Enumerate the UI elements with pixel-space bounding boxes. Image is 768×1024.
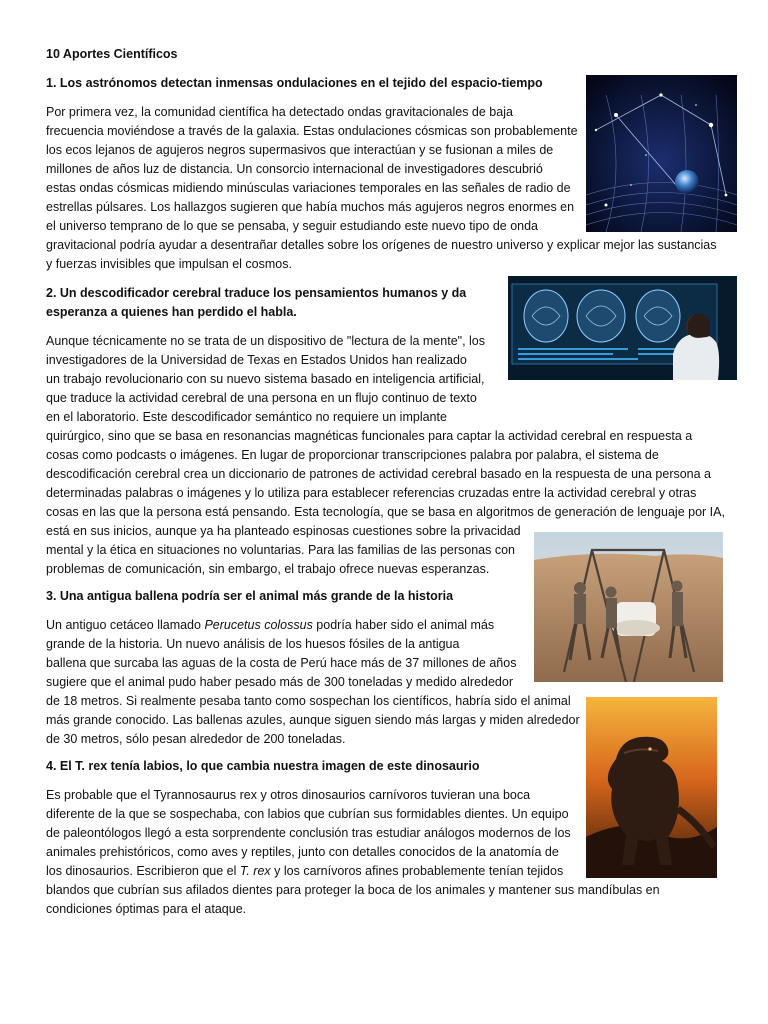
section-1-text-line: frecuencia moviéndose a través de la galaxia. Estas ondulaciones cósmicas son probablemente	[46, 124, 578, 138]
section-3-heading: 3. Una antigua ballena podría ser el animal más grande de la historia	[46, 589, 454, 603]
whale-fossil-desert-image	[534, 532, 723, 682]
section-2-heading: 2. Un descodificador cerebral traduce los pensamientos humanos y da	[46, 286, 467, 300]
section-2-text-line: cosas en las que la persona está pensando. Esta tecnología, que se basa en algoritmos de generación de lenguaje por IA,	[46, 505, 725, 519]
section-4-text-line: de paleontólogos llegó a esta sorprendente conclusión tras estudiar análogos modernos de los	[46, 826, 571, 840]
section-2-heading: esperanza a quienes han perdido el habla.	[46, 305, 297, 319]
section-2-text-line: investigadores de la Universidad de Texas en Estados Unidos han realizado	[46, 353, 467, 367]
species-name: Perucetus colossus	[204, 618, 313, 632]
text-run: y los carnívoros afines probablemente tenían tejidos	[270, 864, 564, 878]
section-2-text-line: está en sus inicios, aunque ya ha planteado espinosas cuestiones sobre la privacidad	[46, 524, 521, 538]
section-1-text-line: los ecos lejanos de agujeros negros supermasivos que interactúan y se fusionan a miles de	[46, 143, 554, 157]
section-4-text-line: condiciones óptimas para el ataque.	[46, 902, 247, 916]
section-2-text-line: determinadas palabras o imágenes y lo utiliza para establecer referencias cruzadas entre la actividad cerebral y otras	[46, 486, 697, 500]
section-2-text-line: Aunque técnicamente no se trata de un dispositivo de "lectura de la mente", los	[46, 334, 486, 348]
section-4-text-line: diferente de la que se sospechaba, con labios que cubrían sus formidables dientes. Un equipo	[46, 807, 569, 821]
section-1-text-line: Por primera vez, la comunidad científica ha detectado ondas gravitacionales de baja	[46, 105, 513, 119]
section-1-text-line: millones de años luz de distancia. Un consorcio internacional de investigadores descubrió	[46, 162, 543, 176]
species-name: T. rex	[239, 864, 271, 878]
document-title: 10 Aportes Científicos	[46, 47, 178, 61]
section-1-text-line: gravitacional podría ayudar a desentrañar detalles sobre los orígenes de nuestro universo y explicar mejor las sustancias	[46, 238, 717, 252]
section-2-text-line: cosas como podcasts o imágenes. En lugar de proporcionar transcripciones palabra por palabra, el sistema de	[46, 448, 659, 462]
section-3-text-line	[46, 616, 494, 635]
section-1-text-line: el universo temprano de lo que se pensaba, y seguir estudiando este nuevo tipo de onda	[46, 219, 539, 233]
trex-illustration-image	[586, 697, 717, 878]
text-run: podría haber sido el animal más	[312, 618, 495, 632]
section-2-text-line: un trabajo revolucionario con su nuevo sistema basado en inteligencia artificial,	[46, 372, 485, 386]
section-3-text-line: más grande conocido. Las ballenas azules, aunque siguen siendo más largas y miden alrededor	[46, 713, 580, 727]
section-3-text-line: grande de la historia. Un nuevo análisis de los huesos fósiles de la antigua	[46, 637, 460, 651]
section-1-text-line: estas ondas cósmicas midiendo minúsculas variaciones temporales en las señales de radio de	[46, 181, 571, 195]
text-run: Un antiguo cetáceo llamado	[46, 618, 205, 632]
section-2-text-line: problemas de comunicación, sin embargo, el trabajo ofrece nuevas esperanzas.	[46, 562, 490, 576]
section-3-text-line: de 18 metros. Si realmente pesaba tanto como sospechan los científicos, habría sido el animal	[46, 694, 571, 708]
section-4-text-line	[46, 862, 563, 881]
section-2-text-line: descodificación cerebral crea un diccionario de patrones de actividad cerebral basado en la respuesta de una persona a	[46, 467, 712, 481]
section-4-text-line: Es probable que el Tyrannosaurus rex y otros dinosaurios carnívoros tuvieran una boca	[46, 788, 531, 802]
section-3-text-line: ballena que surcaba las aguas de la costa de Perú hace más de 37 millones de años	[46, 656, 517, 670]
section-4-text-line: blandos que cubrían sus afilados dientes para proteger la boca de los animales y mantener sus mandíbulas en	[46, 883, 660, 897]
section-2-text-line: quirúrgico, sino que se basa en resonancias magnéticas funcionales para captar la actividad cerebral en respuesta a	[46, 429, 693, 443]
section-1-text-line: estrellas púlsares. Los hallazgos sugieren que había muchos más agujeros negros enormes en	[46, 200, 575, 214]
section-2-text-line: mental y la ética en situaciones no voluntarias. Para las familias de las personas con	[46, 543, 516, 557]
section-2-text-line: que traduce la actividad cerebral de una persona en un flujo continuo de texto	[46, 391, 477, 405]
section-1-heading: 1. Los astrónomos detectan inmensas ondulaciones en el tejido del espacio-tiempo	[46, 76, 543, 90]
section-4-text-line: animales prehistóricos, como aves y reptiles, junto con detalles conocidos de la anatomía de	[46, 845, 559, 859]
text-run: los dinosaurios. Escribieron que el	[46, 864, 240, 878]
space-ripples-earth-image	[586, 75, 737, 232]
section-3-text-line: sugiere que el animal pudo haber pesado más de 300 toneladas y medido alrededor	[46, 675, 513, 689]
section-3-text-line: de 30 metros, sólo pesan alrededor de 200 toneladas.	[46, 732, 346, 746]
brain-scans-lab-image	[508, 276, 737, 380]
section-1-text-line: y fuerzas invisibles que impulsan el cosmos.	[46, 257, 292, 271]
section-4-heading: 4. El T. rex tenía labios, lo que cambia nuestra imagen de este dinosaurio	[46, 759, 480, 773]
section-2-text-line: en el laboratorio. Este descodificador semántico no requiere un implante	[46, 410, 447, 424]
